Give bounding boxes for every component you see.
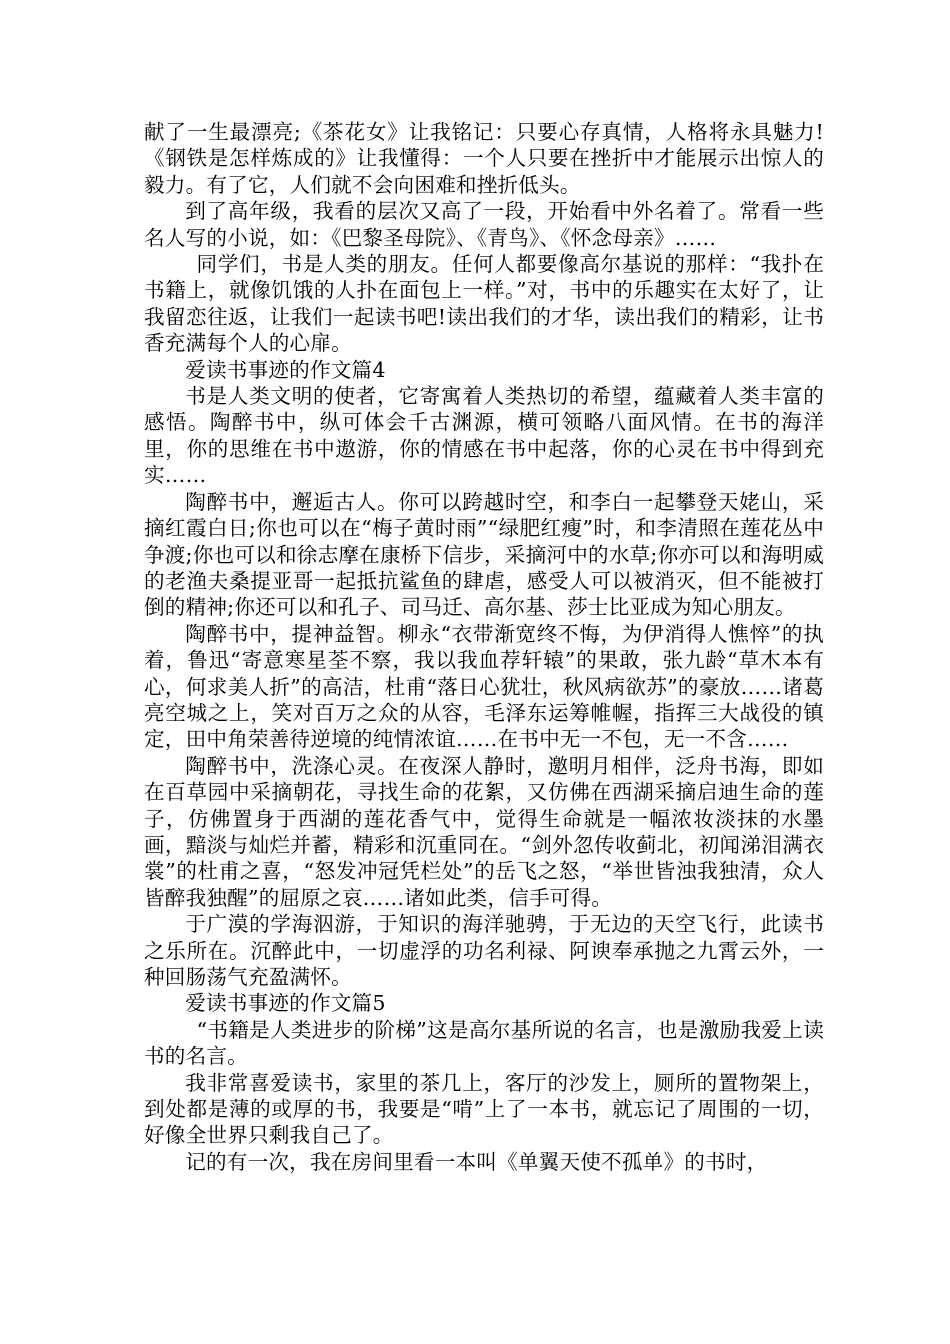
paragraph-11: “书籍是人类进步的阶梯”这是高尔基所说的名言，也是激励我爱上读书的名言。 <box>144 1017 824 1069</box>
section-heading-5: 爱读书事迹的作文篇5 <box>185 991 386 1016</box>
paragraph-7: 陶醉书中，提神益智。柳永“衣带渐宽终不悔，为伊消得人憔悴”的执着，鲁迅“寄意寒星荃不察，我以我血荐轩辕”的果敢，张九龄“草木本有心，何求美人折”的高洁，杜甫“落日心犹壮，秋风病欲苏”的豪放……诸葛亮空城之上，笑对百万之众的从容，毛泽东运筹帷幄，指挥三大战役的镇定，田中角荣善待逆境的纯情浓谊……在书中无一不包，无一不含…… <box>144 621 824 752</box>
paragraph-9: 于广漠的学海泅游，于知识的海洋驰骋，于无边的天空飞行，此读书之乐所在。沉醉此中，一切虚浮的功名利禄、阿谀奉承抛之九霄云外，一种回肠荡气充盈满怀。 <box>144 912 824 989</box>
paragraph-5: 书是人类文明的使者，它寄寓着人类热切的希望，蕴藏着人类丰富的感悟。陶醉书中，纵可体会千古渊源，横可领略八面风情。在书的海洋里，你的思维在书中遨游，你的情感在书中起落，你的心灵在书中得到充实…… <box>144 384 824 488</box>
paragraph-3: 同学们，书是人类的朋友。任何人都要像高尔基说的那样：“我扑在书籍上，就像饥饿的人扑在面包上一样。”对，书中的乐趣实在太好了，让我留恋往返，让我们一起读书吧!读出我们的才华，读出我们的精彩，让书香充满每个人的心扉。 <box>144 252 824 356</box>
paragraph-8: 陶醉书中，洗涤心灵。在夜深人静时，邀明月相伴，泛舟书海，即如在百草园中采摘朝花，寻找生命的花絮，又仿佛在西湖采摘启迪生命的莲子，仿佛置身于西湖的莲花香气中，觉得生命就是一幅浓妆淡抹的水墨画，黯淡与灿烂并蓄，精彩和沉重同在。“剑外忽传收蓟北，初闻涕泪满衣裳”的杜甫之喜，“怒发冲冠凭栏处”的岳飞之怒，“举世皆浊我独清，众人皆醉我独醒”的屈原之哀……诸如此类，信手可得。 <box>144 753 824 910</box>
paragraph-12: 我非常喜爱读书，家里的茶几上，客厅的沙发上，厕所的置物架上，到处都是薄的或厚的书，我要是“啃”上了一本书，就忘记了周围的一切，好像全世界只剩我自己了。 <box>144 1070 824 1148</box>
paragraph-6: 陶醉书中，邂逅古人。你可以跨越时空，和李白一起攀登天姥山，采摘红霞白日;你也可以在“梅子黄时雨”“绿肥红瘦”时，和李清照在莲花丛中争渡;你也可以和徐志摩在康桥下信步，采摘河中的水草;你亦可以和海明威的老渔夫桑提亚哥一起抵抗鲨鱼的肆虐，感受人可以被消灭，但不能被打倒的精神;你还可以和孔子、司马迁、高尔基、莎士比亚成为知心朋友。 <box>144 489 824 620</box>
paragraph-1: 献了一生最漂亮;《茶花女》让我铭记：只要心存真情，人格将永具魅力!《钢铁是怎样炼成的》让我懂得：一个人只要在挫折中才能展示出惊人的毅力。有了它，人们就不会向困难和挫折低头。 <box>144 120 824 197</box>
paragraph-13: 记的有一次，我在房间里看一本叫《单翼天使不孤单》的书时， <box>185 1149 768 1174</box>
document-page <box>144 119 824 1175</box>
paragraph-2: 到了高年级，我看的层次又高了一段，开始看中外名着了。常看一些名人写的小说，如：《巴黎圣母院》、《青鸟》、《怀念母亲》…… <box>144 199 824 250</box>
section-heading-4: 爱读书事迹的作文篇4 <box>185 357 386 382</box>
